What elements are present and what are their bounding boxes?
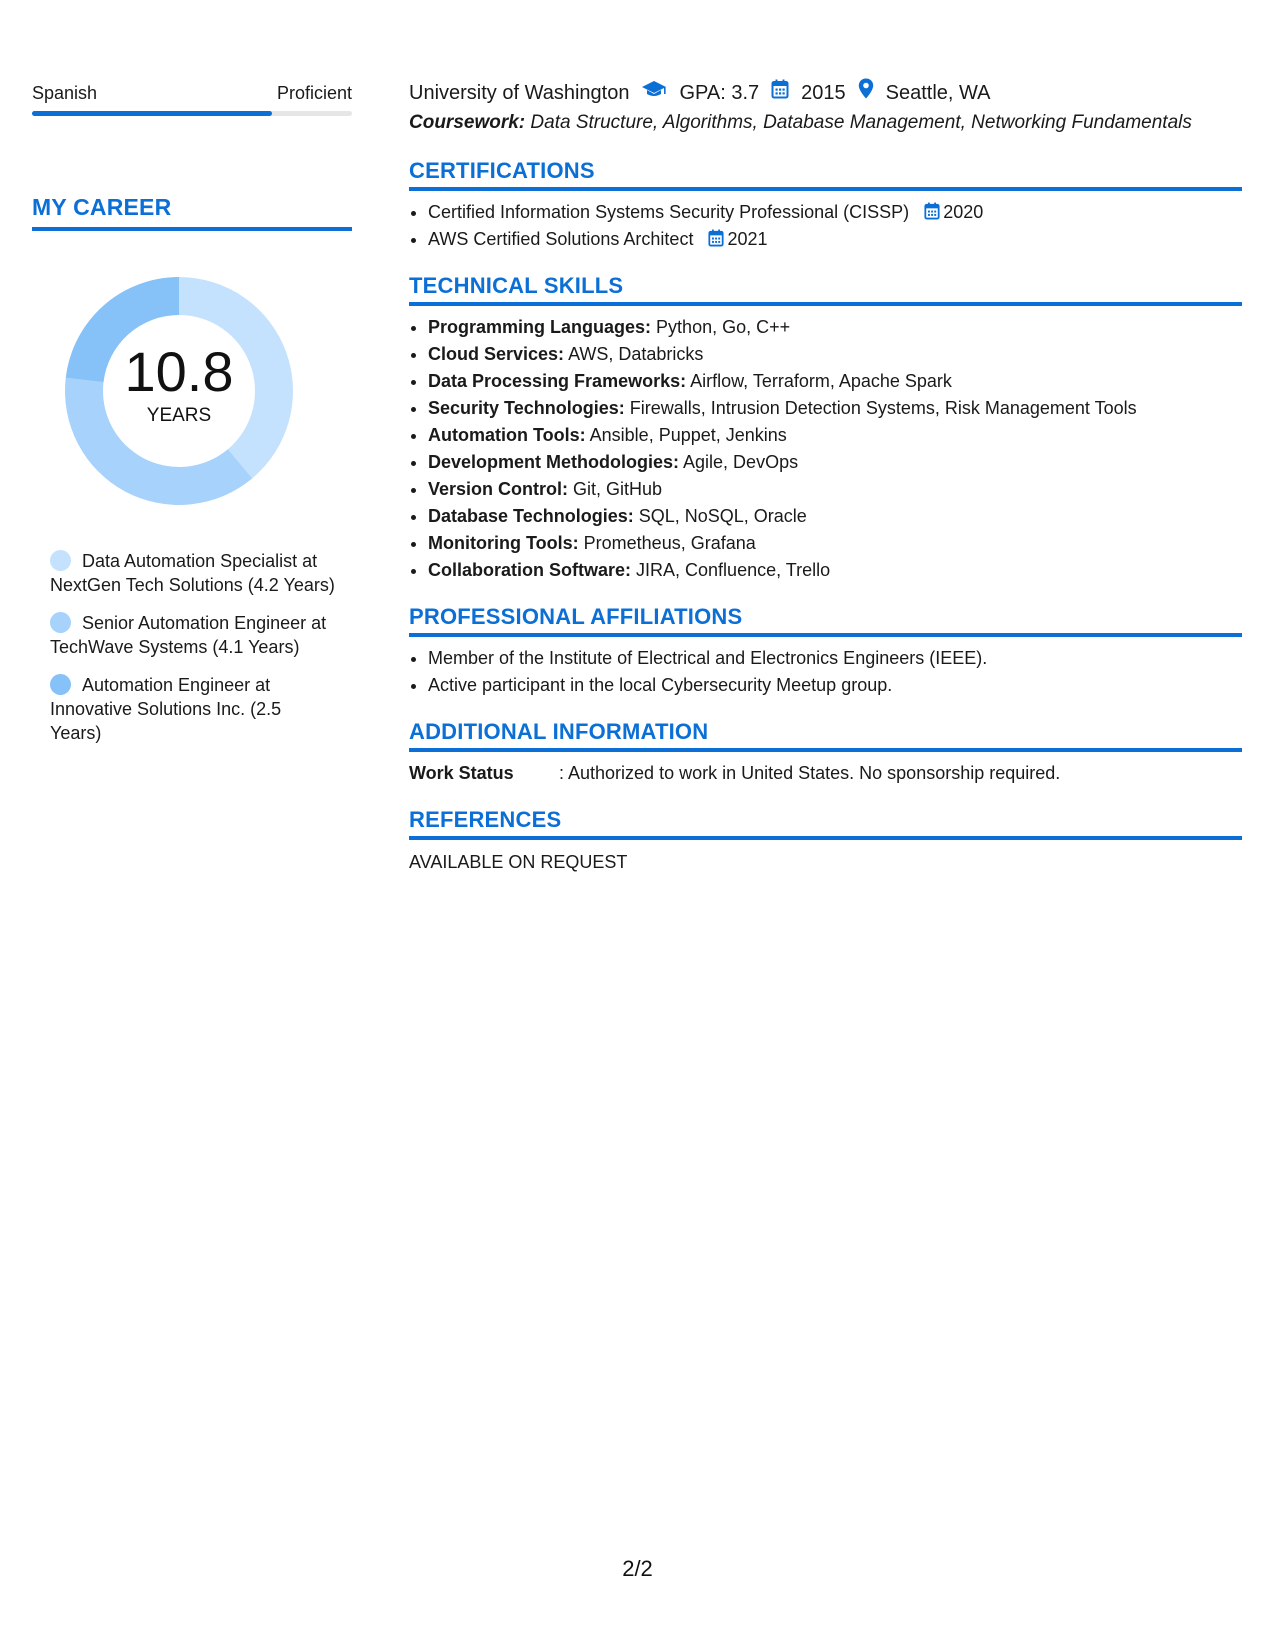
right-column xyxy=(409,78,1242,876)
skill-label: Database Technologies: xyxy=(428,506,634,526)
certification-name: AWS Certified Solutions Architect xyxy=(428,229,694,249)
career-heading: MY CAREER xyxy=(32,194,352,231)
additional-info-heading: ADDITIONAL INFORMATION xyxy=(409,719,1242,752)
skill-label: Collaboration Software: xyxy=(428,560,632,580)
career-legend xyxy=(32,549,352,745)
career-item-text: Data Automation Specialist at NextGen Tech Solutions (4.2 Years) xyxy=(50,551,335,595)
certification-name: Certified Information Systems Security Professional (CISSP) xyxy=(428,202,910,222)
skill-label: Cloud Services: xyxy=(428,344,565,364)
affiliations-heading: PROFESSIONAL AFFILIATIONS xyxy=(409,604,1242,637)
education-line xyxy=(409,78,1242,108)
coursework-line xyxy=(409,108,1242,138)
school-location: Seattle, WA xyxy=(885,82,991,104)
skill-value: Prometheus, Grafana xyxy=(583,533,756,553)
graduation-cap-icon xyxy=(641,78,667,108)
certification-date xyxy=(708,229,767,249)
affiliation-item: • Member of the Institute of Electrical and Electronics Engineers (IEEE). xyxy=(428,645,1242,672)
skill-value: SQL, NoSQL, Oracle xyxy=(638,506,807,526)
certification-date xyxy=(924,202,983,222)
career-total-years: 10.8 xyxy=(124,340,234,403)
language-row xyxy=(32,78,352,108)
skill-item xyxy=(428,314,1242,341)
skill-label: Security Technologies: xyxy=(428,398,625,418)
skill-label: Programming Languages: xyxy=(428,317,652,337)
skill-item xyxy=(428,503,1242,530)
skill-label: Automation Tools: xyxy=(428,425,586,445)
skill-label: Development Methodologies: xyxy=(428,452,680,472)
career-legend-item xyxy=(50,611,352,659)
references-text: AVAILABLE ON REQUEST xyxy=(409,852,628,872)
skill-value: Ansible, Puppet, Jenkins xyxy=(589,425,787,445)
certification-year: 2020 xyxy=(943,202,984,222)
skill-value: Agile, DevOps xyxy=(683,452,799,472)
legend-dot-icon xyxy=(50,674,71,695)
affiliation-item: • Active participant in the local Cybersecurity Meetup group. xyxy=(428,672,1242,699)
career-donut-chart xyxy=(59,271,299,511)
skill-value: Git, GitHub xyxy=(573,479,663,499)
skill-item xyxy=(428,422,1242,449)
technical-skills-heading: TECHNICAL SKILLS xyxy=(409,273,1242,306)
certifications-list xyxy=(409,199,1242,253)
calendar-icon xyxy=(708,229,724,247)
certification-item xyxy=(428,199,1242,226)
skill-label: Data Processing Frameworks: xyxy=(428,371,687,391)
language-proficiency-fill xyxy=(32,111,272,116)
certification-year: 2021 xyxy=(727,229,768,249)
certification-item xyxy=(428,226,1242,253)
skill-value: Firewalls, Intrusion Detection Systems, Risk Management Tools xyxy=(629,398,1137,418)
page-number: 2/2 xyxy=(622,1556,653,1581)
skill-item xyxy=(428,341,1242,368)
skill-item xyxy=(428,530,1242,557)
coursework-label: Coursework: xyxy=(409,112,526,133)
skill-label: Version Control: xyxy=(428,479,569,499)
references-heading: REFERENCES xyxy=(409,807,1242,840)
career-legend-item xyxy=(50,673,352,745)
certifications-heading: CERTIFICATIONS xyxy=(409,158,1242,191)
career-legend-item xyxy=(50,549,352,597)
skill-item xyxy=(428,557,1242,584)
skill-item xyxy=(428,449,1242,476)
skill-value: AWS, Databricks xyxy=(568,344,704,364)
language-proficiency-bar xyxy=(32,111,352,116)
left-column xyxy=(32,78,352,759)
skill-value: JIRA, Confluence, Trello xyxy=(636,560,831,580)
location-pin-icon xyxy=(858,78,874,108)
school-name: University of Washington xyxy=(409,82,630,104)
skill-item xyxy=(428,368,1242,395)
legend-dot-icon xyxy=(50,612,71,633)
language-level: Proficient xyxy=(276,83,352,103)
graduation-year: 2015 xyxy=(801,82,846,104)
work-status-value: : Authorized to work in United States. No sponsorship required. xyxy=(559,763,1061,783)
career-total-label: YEARS xyxy=(146,405,212,426)
calendar-icon xyxy=(924,202,940,220)
skill-value: Airflow, Terraform, Apache Spark xyxy=(690,371,952,391)
career-item-text: Automation Engineer at Innovative Solutions Inc. (2.5 Years) xyxy=(50,675,282,743)
skill-label: Monitoring Tools: xyxy=(428,533,579,553)
work-status-label: Work Status xyxy=(409,763,514,783)
affiliations-list xyxy=(409,645,1242,699)
calendar-icon xyxy=(771,78,789,108)
skills-list xyxy=(409,314,1242,584)
language-name: Spanish xyxy=(32,83,98,103)
coursework-list: Data Structure, Algorithms, Database Management, Networking Fundamentals xyxy=(530,112,1192,133)
skill-item xyxy=(428,395,1242,422)
skill-item xyxy=(428,476,1242,503)
work-status-row xyxy=(409,760,1242,787)
skill-value: Python, Go, C++ xyxy=(656,317,791,337)
donut-center xyxy=(59,340,299,427)
legend-dot-icon xyxy=(50,550,71,571)
career-item-text: Senior Automation Engineer at TechWave Systems (4.1 Years) xyxy=(50,613,327,657)
gpa: GPA: 3.7 xyxy=(679,82,760,104)
